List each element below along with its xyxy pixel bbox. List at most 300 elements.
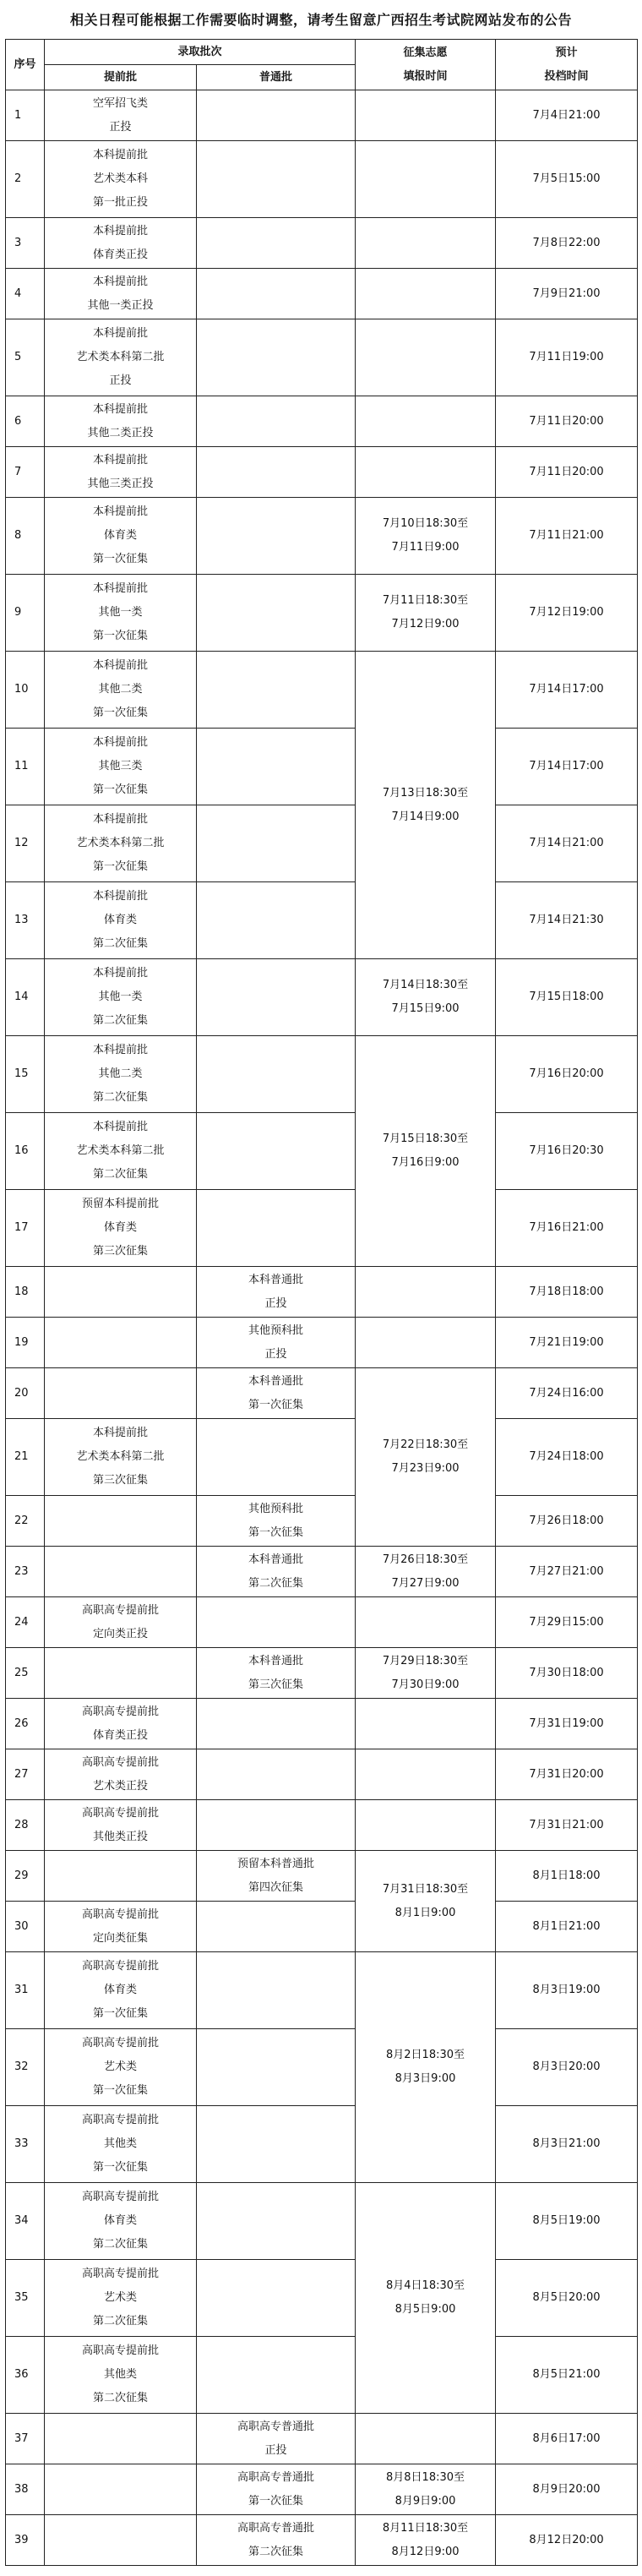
row-seq: 18 xyxy=(6,1267,45,1318)
expected-time-cell: 8月6日17:00 xyxy=(496,2414,638,2464)
expected-time-cell: 7月31日19:00 xyxy=(496,1699,638,1749)
table-row xyxy=(6,1800,638,1851)
normal-batch-cell xyxy=(197,2106,356,2183)
cell-line: 其他二类 xyxy=(98,683,143,696)
table-row xyxy=(6,2183,638,2260)
table-row xyxy=(6,1419,638,1496)
cell-line: 7月26日18:30至 xyxy=(382,1553,469,1566)
row-seq: 21 xyxy=(6,1419,45,1496)
cell-line: 其他一类正投 xyxy=(87,298,154,312)
early-batch-cell xyxy=(45,269,197,319)
cell-line: 第二次征集 xyxy=(92,1168,148,1181)
cell-line: 高职高专提前批 xyxy=(81,2037,159,2049)
fill-period-cell xyxy=(356,1952,496,2183)
cell-line: 高职高专提前批 xyxy=(81,1806,159,1820)
cell-line: 高职高专提前批 xyxy=(81,2344,159,2357)
cell-line: 7月12日9:00 xyxy=(391,618,460,630)
fill-period-cell xyxy=(356,575,496,652)
fill-period-cell xyxy=(356,2183,496,2414)
row-seq: 31 xyxy=(6,1952,45,2029)
table-row xyxy=(6,575,638,652)
early-batch-cell xyxy=(45,1190,197,1267)
early-batch-cell xyxy=(45,1648,197,1699)
table-row xyxy=(6,805,638,882)
cell-line: 第二次征集 xyxy=(248,1576,304,1590)
normal-batch-cell xyxy=(197,2414,356,2464)
cell-line: 艺术类正投 xyxy=(92,1779,148,1793)
cell-line: 本科普通批 xyxy=(248,1374,304,1388)
expected-time-cell: 8月1日21:00 xyxy=(496,1902,638,1952)
row-seq: 19 xyxy=(6,1318,45,1368)
cell-line: 艺术类 xyxy=(103,2291,137,2304)
cell-line: 体育类正投 xyxy=(92,1728,148,1742)
expected-time-cell: 8月3日21:00 xyxy=(496,2106,638,2183)
cell-line: 第二次征集 xyxy=(92,937,148,950)
cell-line: 高职高专普通批 xyxy=(237,2521,315,2535)
early-batch-cell xyxy=(45,90,197,141)
expected-time-cell: 7月14日17:00 xyxy=(496,729,638,805)
cell-line: 其他类正投 xyxy=(92,1830,148,1843)
normal-batch-cell xyxy=(197,218,356,269)
expected-time-header-line2: 投档时间 xyxy=(544,69,589,83)
normal-batch-cell xyxy=(197,2515,356,2566)
cell-line: 高职高专普通批 xyxy=(237,2420,315,2433)
cell-line: 本科提前批 xyxy=(92,275,148,288)
notice-title: 相关日程可能根据工作需要临时调整，请考生留意广西招生考试院网站发布的公告 xyxy=(69,11,572,28)
early-batch-cell xyxy=(45,1368,197,1419)
normal-batch-cell xyxy=(197,1036,356,1113)
early-batch-cell xyxy=(45,141,197,218)
cell-line: 本科提前批 xyxy=(92,890,148,903)
early-batch-cell xyxy=(45,2515,197,2566)
cell-line: 7月14日9:00 xyxy=(391,810,460,823)
expected-time-cell: 7月14日21:00 xyxy=(496,805,638,882)
early-batch-cell xyxy=(45,2464,197,2515)
expected-time-cell: 7月15日18:00 xyxy=(496,959,638,1036)
cell-line: 本科提前批 xyxy=(92,1044,148,1056)
cell-line: 第一次征集 xyxy=(92,553,148,565)
cell-line: 第二次征集 xyxy=(92,2392,148,2404)
row-seq: 12 xyxy=(6,805,45,882)
fill-period-cell xyxy=(356,1036,496,1267)
early-batch-cell xyxy=(45,1851,197,1902)
cell-line: 本科提前批 xyxy=(92,505,148,518)
cell-line: 第二次征集 xyxy=(92,2315,148,2328)
early-batch-cell xyxy=(45,1318,197,1368)
cell-line: 8月2日18:30至 xyxy=(386,2049,465,2061)
expected-time-cell: 8月3日19:00 xyxy=(496,1952,638,2029)
cell-line: 预留本科提前批 xyxy=(81,1198,159,1210)
expected-time-cell: 7月30日18:00 xyxy=(496,1648,638,1699)
normal-batch-cell xyxy=(197,319,356,396)
cell-line: 7月15日9:00 xyxy=(391,1002,460,1015)
normal-batch-cell xyxy=(197,652,356,729)
normal-batch-cell xyxy=(197,1597,356,1648)
early-batch-cell xyxy=(45,319,197,396)
table-row xyxy=(6,2515,638,2566)
table-row xyxy=(6,1036,638,1113)
expected-time-cell: 7月8日22:00 xyxy=(496,218,638,269)
normal-batch-cell xyxy=(197,269,356,319)
table-row xyxy=(6,1318,638,1368)
cell-line: 本科提前批 xyxy=(92,659,148,672)
cell-line: 本科提前批 xyxy=(92,453,148,467)
fill-period-cell xyxy=(356,2464,496,2515)
table-row xyxy=(6,90,638,141)
expected-time-cell: 7月5日15:00 xyxy=(496,141,638,218)
expected-time-cell: 7月9日21:00 xyxy=(496,269,638,319)
row-seq: 25 xyxy=(6,1648,45,1699)
table-row xyxy=(6,2106,638,2183)
fill-period-cell xyxy=(356,269,496,319)
expected-time-cell: 8月1日18:00 xyxy=(496,1851,638,1902)
fill-period-cell xyxy=(356,1547,496,1597)
table-row xyxy=(6,319,638,396)
fill-period-cell xyxy=(356,1267,496,1318)
cell-line: 其他二类 xyxy=(98,1067,143,1080)
cell-line: 7月31日18:30至 xyxy=(382,1882,469,1896)
cell-line: 体育类 xyxy=(103,2214,137,2227)
cell-line: 艺术类本科第二批 xyxy=(76,837,165,849)
early-batch-cell xyxy=(45,2337,197,2414)
cell-line: 第一次征集 xyxy=(92,2161,148,2174)
cell-line: 高职高专提前批 xyxy=(81,1755,159,1769)
table-row xyxy=(6,2029,638,2106)
cell-line: 其他一类 xyxy=(98,991,143,1003)
table-row xyxy=(6,218,638,269)
row-seq: 29 xyxy=(6,1851,45,1902)
cell-line: 8月5日9:00 xyxy=(394,2303,456,2316)
cell-line: 高职高专提前批 xyxy=(81,1705,159,1718)
normal-batch-cell xyxy=(197,1749,356,1800)
cell-line: 第一次征集 xyxy=(248,1398,304,1411)
normal-batch-cell xyxy=(197,141,356,218)
row-seq: 8 xyxy=(6,498,45,575)
row-seq: 33 xyxy=(6,2106,45,2183)
early-batch-cell xyxy=(45,1036,197,1113)
cell-line: 本科提前批 xyxy=(92,402,148,416)
row-seq: 37 xyxy=(6,2414,45,2464)
fill-time-header xyxy=(356,40,496,90)
early-batch-cell xyxy=(45,1902,197,1952)
early-batch-cell xyxy=(45,2414,197,2464)
table-row xyxy=(6,2464,638,2515)
table-row xyxy=(6,882,638,959)
cell-line: 第一次征集 xyxy=(248,1525,304,1539)
fill-period-cell xyxy=(356,1749,496,1800)
fill-period-cell xyxy=(356,1597,496,1648)
fill-period-cell xyxy=(356,1368,496,1547)
cell-line: 第二次征集 xyxy=(92,1091,148,1104)
expected-time-cell: 8月5日21:00 xyxy=(496,2337,638,2414)
expected-time-cell: 7月16日20:30 xyxy=(496,1113,638,1190)
expected-time-cell: 7月24日18:00 xyxy=(496,1419,638,1496)
row-seq: 3 xyxy=(6,218,45,269)
normal-batch-cell xyxy=(197,1547,356,1597)
cell-line: 高职高专提前批 xyxy=(81,1907,159,1921)
normal-batch-cell xyxy=(197,2337,356,2414)
cell-line: 高职高专提前批 xyxy=(81,2191,159,2203)
fill-period-cell xyxy=(356,218,496,269)
fill-period-cell xyxy=(356,1800,496,1851)
cell-line: 7月11日18:30至 xyxy=(382,594,469,607)
cell-line: 其他类 xyxy=(103,2137,137,2150)
cell-line: 第四次征集 xyxy=(248,1880,304,1894)
normal-batch-cell xyxy=(197,1190,356,1267)
cell-line: 7月23日9:00 xyxy=(391,1462,460,1475)
cell-line: 本科普通批 xyxy=(248,1654,304,1667)
cell-line: 7月22日18:30至 xyxy=(382,1438,469,1451)
row-seq: 23 xyxy=(6,1547,45,1597)
cell-line: 7月29日18:30至 xyxy=(382,1654,469,1667)
expected-time-header xyxy=(496,40,638,90)
cell-line: 本科普通批 xyxy=(248,1553,304,1566)
normal-batch-cell xyxy=(197,2464,356,2515)
admission-schedule-table xyxy=(5,39,638,2566)
row-seq: 16 xyxy=(6,1113,45,1190)
early-batch-cell xyxy=(45,652,197,729)
normal-batch-cell xyxy=(197,1318,356,1368)
early-batch-cell xyxy=(45,1952,197,2029)
row-seq: 14 xyxy=(6,959,45,1036)
cell-line: 第二次征集 xyxy=(248,2545,304,2558)
expected-time-cell: 7月26日18:00 xyxy=(496,1496,638,1547)
cell-line: 8月3日9:00 xyxy=(394,2072,456,2085)
table-row xyxy=(6,1648,638,1699)
early-batch-cell xyxy=(45,575,197,652)
cell-line: 定向类正投 xyxy=(92,1627,148,1640)
table-row xyxy=(6,498,638,575)
expected-time-cell: 7月14日21:30 xyxy=(496,882,638,959)
expected-time-cell: 7月4日21:00 xyxy=(496,90,638,141)
normal-batch-cell xyxy=(197,1368,356,1419)
row-seq: 6 xyxy=(6,396,45,447)
normal-batch-cell xyxy=(197,1113,356,1190)
row-seq: 15 xyxy=(6,1036,45,1113)
cell-line: 本科提前批 xyxy=(92,1121,148,1133)
early-batch-cell xyxy=(45,1749,197,1800)
cell-line: 艺术类 xyxy=(103,2060,137,2073)
batch-header: 录取批次 xyxy=(45,40,356,65)
early-batch-cell xyxy=(45,1547,197,1597)
fill-period-cell xyxy=(356,396,496,447)
table-row xyxy=(6,959,638,1036)
table-row xyxy=(6,141,638,218)
fill-period-cell xyxy=(356,1648,496,1699)
normal-batch-cell xyxy=(197,2260,356,2337)
cell-line: 第一批正投 xyxy=(92,196,148,209)
expected-time-cell: 8月3日20:00 xyxy=(496,2029,638,2106)
cell-line: 体育类 xyxy=(103,1221,137,1234)
row-seq: 20 xyxy=(6,1368,45,1419)
table-row xyxy=(6,729,638,805)
cell-line: 8月12日9:00 xyxy=(391,2545,460,2558)
expected-time-cell: 7月16日21:00 xyxy=(496,1190,638,1267)
cell-line: 空军招飞类 xyxy=(92,96,148,110)
table-row xyxy=(6,1368,638,1419)
early-batch-cell xyxy=(45,2260,197,2337)
fill-period-cell xyxy=(356,319,496,396)
cell-line: 第三次征集 xyxy=(92,1474,148,1487)
early-batch-cell xyxy=(45,2183,197,2260)
normal-batch-cell xyxy=(197,498,356,575)
table-row xyxy=(6,447,638,498)
early-batch-cell xyxy=(45,805,197,882)
cell-line: 本科提前批 xyxy=(92,813,148,826)
cell-line: 定向类征集 xyxy=(92,1931,148,1945)
cell-line: 高职高专提前批 xyxy=(81,2268,159,2280)
normal-batch-cell xyxy=(197,1419,356,1496)
table-row xyxy=(6,2260,638,2337)
normal-batch-cell xyxy=(197,1851,356,1902)
expected-time-cell: 7月11日21:00 xyxy=(496,498,638,575)
cell-line: 第二次征集 xyxy=(92,2238,148,2251)
expected-time-cell: 8月5日20:00 xyxy=(496,2260,638,2337)
cell-line: 第三次征集 xyxy=(92,1245,148,1258)
row-seq: 30 xyxy=(6,1902,45,1952)
normal-batch-cell xyxy=(197,882,356,959)
early-batch-header: 提前批 xyxy=(45,65,197,90)
table-row xyxy=(6,1267,638,1318)
cell-line: 艺术类本科第二批 xyxy=(76,351,165,363)
early-batch-cell xyxy=(45,447,197,498)
expected-time-cell: 7月27日21:00 xyxy=(496,1547,638,1597)
table-row xyxy=(6,1952,638,2029)
cell-line: 7月30日9:00 xyxy=(391,1678,460,1691)
cell-line: 正投 xyxy=(109,374,132,387)
row-seq: 39 xyxy=(6,2515,45,2566)
row-seq: 22 xyxy=(6,1496,45,1547)
table-row xyxy=(6,1190,638,1267)
row-seq: 36 xyxy=(6,2337,45,2414)
row-seq: 13 xyxy=(6,882,45,959)
normal-batch-cell xyxy=(197,1902,356,1952)
fill-period-cell xyxy=(356,1699,496,1749)
table-row xyxy=(6,396,638,447)
row-seq: 35 xyxy=(6,2260,45,2337)
table-row xyxy=(6,1496,638,1547)
cell-line: 8月4日18:30至 xyxy=(386,2279,465,2292)
cell-line: 第一次征集 xyxy=(92,860,148,873)
expected-time-cell: 7月16日20:00 xyxy=(496,1036,638,1113)
early-batch-cell xyxy=(45,729,197,805)
cell-line: 本科提前批 xyxy=(92,1427,148,1439)
cell-line: 8月11日18:30至 xyxy=(382,2521,469,2535)
normal-batch-cell xyxy=(197,90,356,141)
fill-time-header-line2: 填报时间 xyxy=(403,69,448,83)
cell-line: 第一次征集 xyxy=(92,2007,148,2020)
cell-line: 本科提前批 xyxy=(92,327,148,340)
row-seq: 2 xyxy=(6,141,45,218)
early-batch-cell xyxy=(45,1419,197,1496)
row-seq: 26 xyxy=(6,1699,45,1749)
cell-line: 体育类 xyxy=(103,529,137,542)
row-seq: 38 xyxy=(6,2464,45,2515)
expected-time-cell: 7月11日20:00 xyxy=(496,447,638,498)
cell-line: 预留本科普通批 xyxy=(237,1857,315,1870)
cell-line: 第三次征集 xyxy=(248,1678,304,1691)
cell-line: 其他一类 xyxy=(98,606,143,619)
normal-batch-cell xyxy=(197,2029,356,2106)
early-batch-cell xyxy=(45,2106,197,2183)
cell-line: 7月14日18:30至 xyxy=(382,979,469,991)
expected-time-header-line1: 预计 xyxy=(555,46,578,59)
expected-time-cell: 7月21日19:00 xyxy=(496,1318,638,1368)
early-batch-cell xyxy=(45,1267,197,1318)
normal-batch-cell xyxy=(197,2183,356,2260)
cell-line: 本科提前批 xyxy=(92,149,148,161)
normal-batch-cell xyxy=(197,447,356,498)
row-seq: 28 xyxy=(6,1800,45,1851)
cell-line: 高职高专提前批 xyxy=(81,2114,159,2126)
cell-line: 本科普通批 xyxy=(248,1273,304,1286)
early-batch-cell xyxy=(45,882,197,959)
expected-time-cell: 7月31日21:00 xyxy=(496,1800,638,1851)
normal-batch-cell xyxy=(197,575,356,652)
cell-line: 其他三类正投 xyxy=(87,477,154,490)
table-row xyxy=(6,1749,638,1800)
table-row xyxy=(6,652,638,729)
early-batch-cell xyxy=(45,1800,197,1851)
fill-period-cell xyxy=(356,90,496,141)
normal-batch-cell xyxy=(197,1952,356,2029)
table-row xyxy=(6,1851,638,1902)
early-batch-cell xyxy=(45,2029,197,2106)
cell-line: 其他三类 xyxy=(98,760,143,772)
early-batch-cell xyxy=(45,498,197,575)
table-row xyxy=(6,1113,638,1190)
cell-line: 正投 xyxy=(264,1296,287,1310)
cell-line: 第一次征集 xyxy=(248,2494,304,2508)
cell-line: 7月10日18:30至 xyxy=(382,517,469,530)
cell-line: 7月13日18:30至 xyxy=(382,786,469,800)
cell-line: 第二次征集 xyxy=(92,1014,148,1027)
cell-line: 7月27日9:00 xyxy=(391,1576,460,1590)
expected-time-cell: 7月29日15:00 xyxy=(496,1597,638,1648)
normal-batch-cell xyxy=(197,805,356,882)
early-batch-cell xyxy=(45,959,197,1036)
row-seq: 32 xyxy=(6,2029,45,2106)
row-seq: 9 xyxy=(6,575,45,652)
cell-line: 第一次征集 xyxy=(92,2084,148,2097)
fill-period-cell xyxy=(356,1851,496,1952)
early-batch-cell xyxy=(45,1496,197,1547)
table-row xyxy=(6,1597,638,1648)
cell-line: 第一次征集 xyxy=(92,707,148,719)
expected-time-cell: 8月12日20:00 xyxy=(496,2515,638,2566)
cell-line: 艺术类本科第二批 xyxy=(76,1144,165,1157)
normal-batch-cell xyxy=(197,1699,356,1749)
fill-period-cell xyxy=(356,1318,496,1368)
fill-period-cell xyxy=(356,2515,496,2566)
normal-batch-cell xyxy=(197,396,356,447)
expected-time-cell: 7月14日17:00 xyxy=(496,652,638,729)
early-batch-cell xyxy=(45,218,197,269)
cell-line: 其他类 xyxy=(103,2368,137,2381)
expected-time-cell: 8月5日19:00 xyxy=(496,2183,638,2260)
cell-line: 体育类正投 xyxy=(92,248,148,261)
fill-time-header-line1: 征集志愿 xyxy=(403,46,448,59)
early-batch-cell xyxy=(45,396,197,447)
normal-batch-cell xyxy=(197,959,356,1036)
table-row xyxy=(6,1699,638,1749)
schedule-body xyxy=(6,90,638,2566)
table-row xyxy=(6,2414,638,2464)
row-seq: 11 xyxy=(6,729,45,805)
row-seq: 17 xyxy=(6,1190,45,1267)
fill-period-cell xyxy=(356,652,496,959)
cell-line: 体育类 xyxy=(103,914,137,926)
